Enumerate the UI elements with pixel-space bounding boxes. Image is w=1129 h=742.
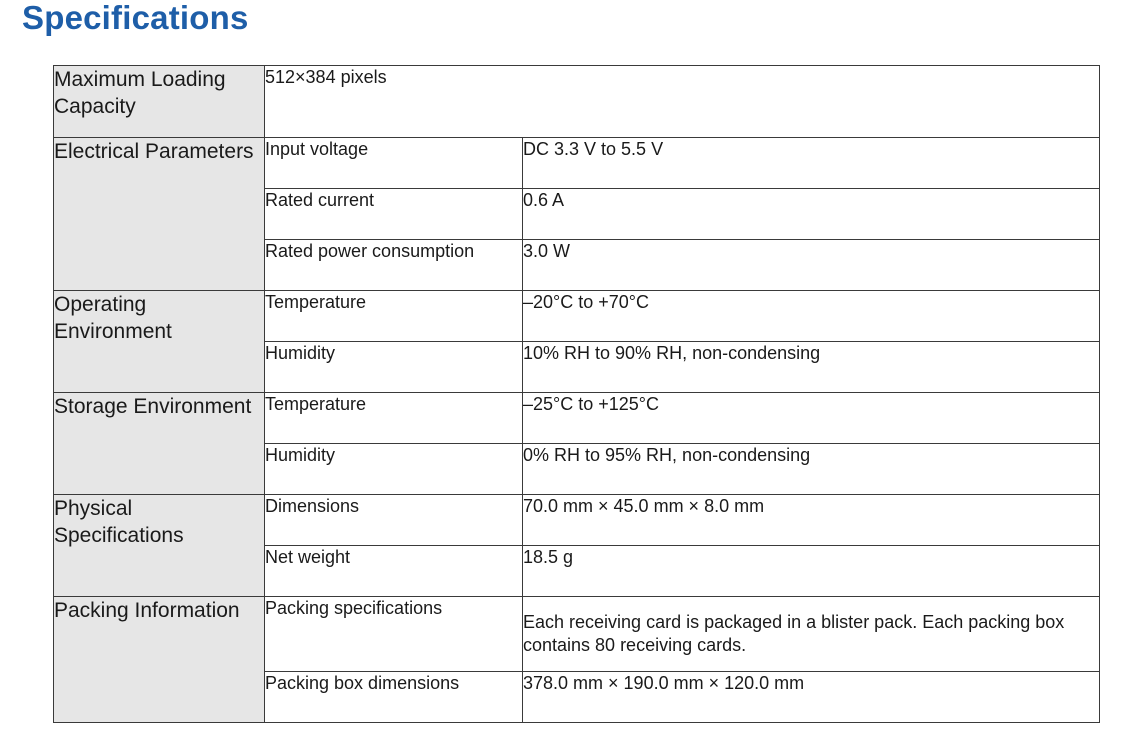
group-electrical-parameters: Electrical Parameters	[54, 138, 265, 291]
table-row	[54, 66, 1100, 138]
param-rated-power-consumption: Rated power consumption	[265, 240, 523, 291]
param-packing-specifications: Packing specifications	[265, 597, 523, 672]
page-title: Specifications	[22, 0, 249, 36]
value-rated-current: 0.6 A	[523, 189, 1100, 240]
value-rated-power-consumption: 3.0 W	[523, 240, 1100, 291]
value-storage-humidity: 0% RH to 95% RH, non-condensing	[523, 444, 1100, 495]
table-row	[54, 393, 1100, 444]
group-storage-environment: Storage Environment	[54, 393, 265, 495]
table-row	[54, 597, 1100, 672]
group-physical-specifications: Physical Specifications	[54, 495, 265, 597]
param-input-voltage: Input voltage	[265, 138, 523, 189]
group-operating-environment: Operating Environment	[54, 291, 265, 393]
table-row	[54, 495, 1100, 546]
specifications-table	[53, 65, 1100, 723]
param-net-weight: Net weight	[265, 546, 523, 597]
param-dimensions: Dimensions	[265, 495, 523, 546]
table-row	[54, 291, 1100, 342]
param-operating-humidity: Humidity	[265, 342, 523, 393]
param-packing-box-dimensions: Packing box dimensions	[265, 672, 523, 723]
param-storage-temperature: Temperature	[265, 393, 523, 444]
value-storage-temperature: –25°C to +125°C	[523, 393, 1100, 444]
value-net-weight: 18.5 g	[523, 546, 1100, 597]
value-operating-humidity: 10% RH to 90% RH, non-condensing	[523, 342, 1100, 393]
value-input-voltage: DC 3.3 V to 5.5 V	[523, 138, 1100, 189]
param-operating-temperature: Temperature	[265, 291, 523, 342]
value-packing-specifications: Each receiving card is packaged in a blister pack. Each packing box contains 80 receiving cards.	[523, 597, 1100, 672]
table-row	[54, 138, 1100, 189]
value-operating-temperature: –20°C to +70°C	[523, 291, 1100, 342]
value-packing-box-dimensions: 378.0 mm × 190.0 mm × 120.0 mm	[523, 672, 1100, 723]
value-max-loading-capacity: 512×384 pixels	[265, 66, 1100, 138]
param-storage-humidity: Humidity	[265, 444, 523, 495]
group-packing-information: Packing Information	[54, 597, 265, 723]
group-max-loading-capacity: Maximum Loading Capacity	[54, 66, 265, 138]
param-rated-current: Rated current	[265, 189, 523, 240]
value-dimensions: 70.0 mm × 45.0 mm × 8.0 mm	[523, 495, 1100, 546]
